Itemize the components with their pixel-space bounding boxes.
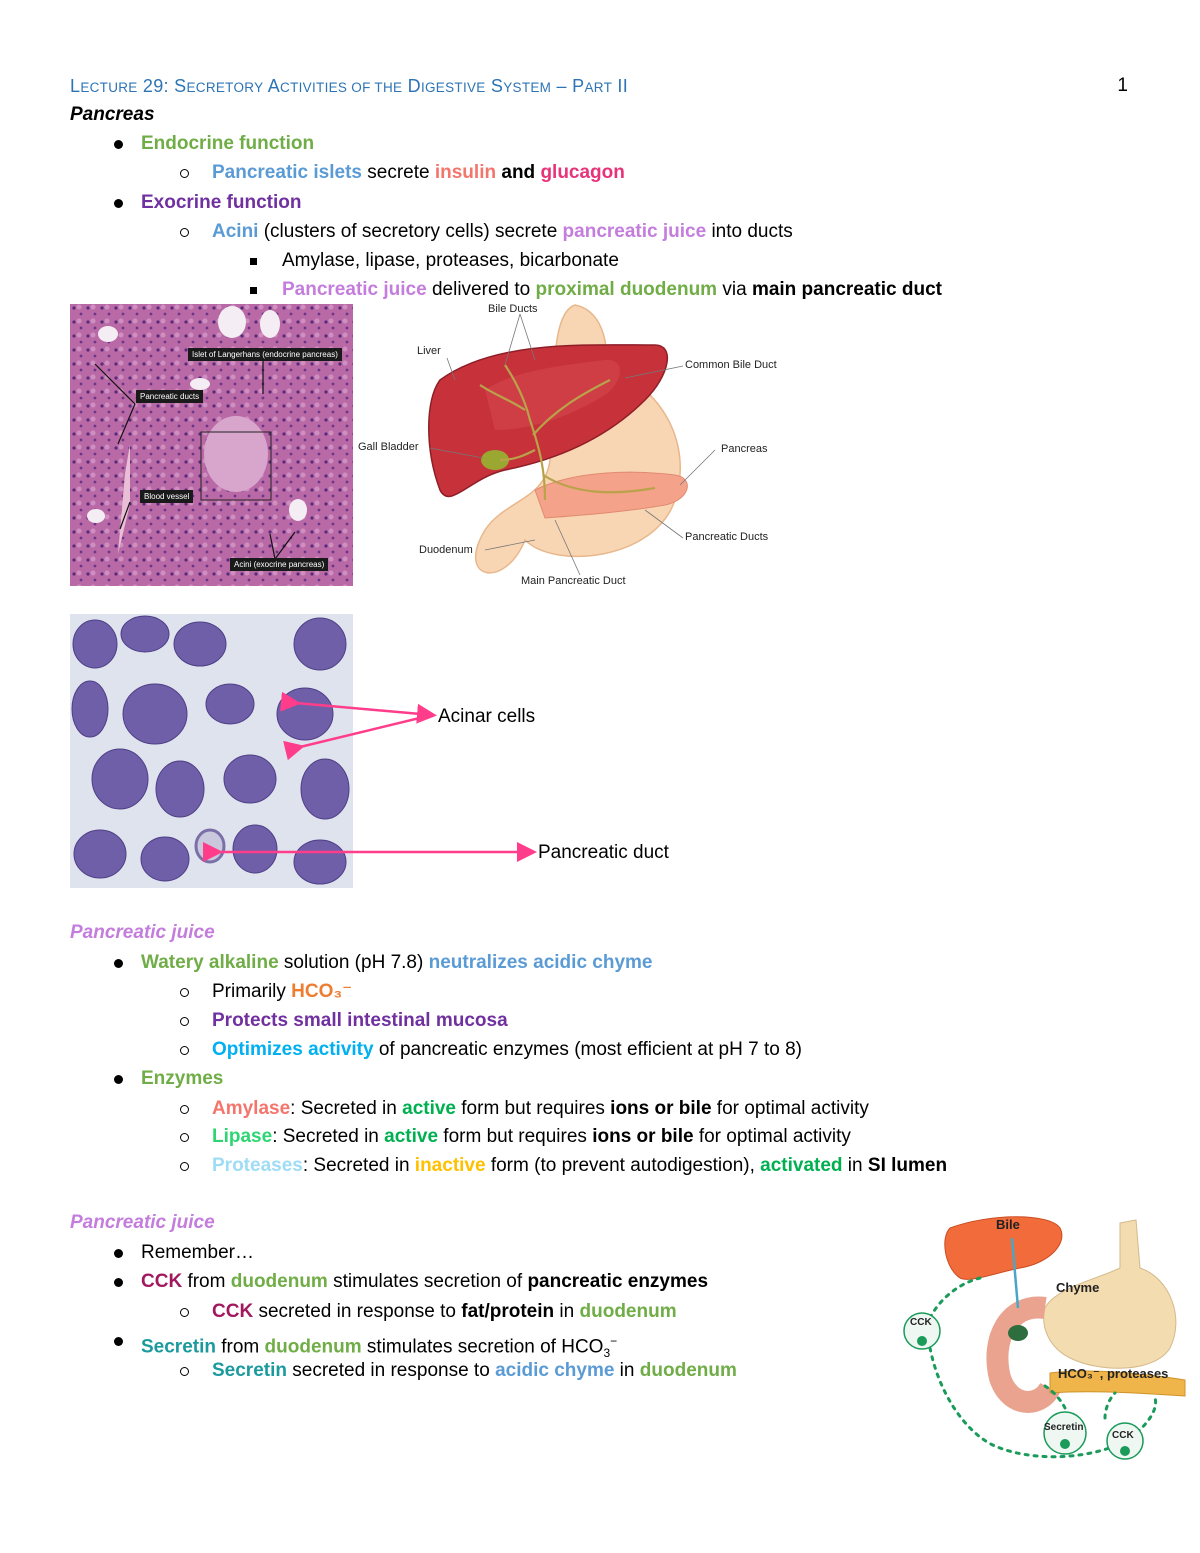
remember-line: Remember… — [141, 1242, 254, 1263]
acini-line: Acini (clusters of secretory cells) secrete pancreatic juice into ducts — [212, 221, 793, 242]
section-heading-pancreas: Pancreas — [70, 104, 155, 125]
label-cck-left: CCK — [910, 1317, 932, 1328]
sub-bullet — [180, 988, 189, 997]
sub-bullet — [180, 1046, 189, 1055]
sub-bullet — [180, 1162, 189, 1171]
bullet — [114, 1278, 123, 1287]
label-gall-bladder: Gall Bladder — [358, 441, 419, 453]
label-common-bile-duct: Common Bile Duct — [685, 359, 777, 371]
section-heading-pancreatic-juice: Pancreatic juice — [70, 922, 215, 943]
label-bile-ducts: Bile Ducts — [488, 303, 538, 315]
sub-bullet — [180, 1367, 189, 1376]
exocrine-function: Exocrine function — [141, 192, 302, 213]
enzymes-list: Amylase, lipase, proteases, bicarbonate — [282, 250, 619, 271]
sub-bullet — [180, 1308, 189, 1317]
delivery-line: Pancreatic juice delivered to proximal duodenum via main pancreatic duct — [282, 279, 942, 300]
secretin-line: Secretin from duodenum stimulates secretion of $HCO_3^-$ — [141, 1334, 618, 1361]
bullet — [114, 1249, 123, 1258]
label-islet: Islet of Langerhans (endocrine pancreas) — [188, 348, 342, 361]
label-acinar-cells: Acinar cells — [438, 706, 536, 727]
cck-line: CCK from duodenum stimulates secretion of pancreatic enzymes — [141, 1271, 709, 1292]
amylase-line: Amylase: Secreted in active form but requires ions or bile for optimal activity — [212, 1098, 869, 1119]
page-number: 1 — [1117, 75, 1128, 96]
label-secretin: Secretin — [1044, 1422, 1084, 1433]
section-heading-pancreatic-juice-2: Pancreatic juice — [70, 1212, 215, 1233]
enzymes-heading: Enzymes — [141, 1068, 224, 1089]
regulation-diagram — [900, 1208, 1190, 1473]
optimizes-line: Optimizes activity of pancreatic enzymes (most efficient at pH 7 to 8) — [212, 1039, 802, 1060]
label-blood-vessel: Blood vessel — [140, 490, 193, 503]
sub-bullet — [180, 1017, 189, 1026]
label-pancreatic-ducts: Pancreatic ducts — [136, 390, 203, 403]
sub-bullet — [180, 1105, 189, 1114]
bullet — [114, 1337, 123, 1346]
sub-bullet — [180, 1133, 189, 1142]
label-chyme: Chyme — [1056, 1280, 1100, 1295]
bullet — [114, 1075, 123, 1084]
label-cck-right: CCK — [1112, 1430, 1134, 1441]
lipase-line: Lipase: Secreted in active form but requires ions or bile for optimal activity — [212, 1126, 851, 1147]
primarily-line: Primarily HCO₃⁻ — [212, 981, 353, 1002]
watery-line: Watery alkaline solution (pH 7.8) neutralizes acidic chyme — [141, 952, 653, 973]
label-bile: Bile — [996, 1217, 1020, 1232]
cck-response-line: CCK secreted in response to fat/protein in duodenum — [212, 1301, 677, 1322]
label-duodenum: Duodenum — [419, 544, 473, 556]
protects-line: Protects small intestinal mucosa — [212, 1010, 508, 1031]
label-liver: Liver — [417, 345, 441, 357]
label-acini: Acini (exocrine pancreas) — [230, 558, 328, 571]
endocrine-function: Endocrine function — [141, 133, 315, 154]
label-pancreas: Pancreas — [721, 443, 768, 455]
label-hco3-proteases: HCO₃⁻, proteases — [1058, 1366, 1169, 1381]
label-pancreatic-duct: Pancreatic duct — [538, 842, 669, 863]
bullet — [114, 959, 123, 968]
label-main-pancreatic-duct: Main Pancreatic Duct — [521, 575, 626, 587]
label-pancreatic-ducts: Pancreatic Ducts — [685, 531, 769, 543]
proteases-line: Proteases: Secreted in inactive form (to prevent autodigestion), activated in SI lumen — [212, 1155, 948, 1176]
islets-line: Pancreatic islets secrete insulin and glucagon — [212, 162, 625, 183]
secretin-response-line: Secretin secreted in response to acidic chyme in duodenum — [212, 1360, 737, 1381]
page-header: LECTURE 29: SECRETORY ACTIVITIES OF THE DIGESTIVE SYSTEM – PART II — [70, 76, 629, 96]
